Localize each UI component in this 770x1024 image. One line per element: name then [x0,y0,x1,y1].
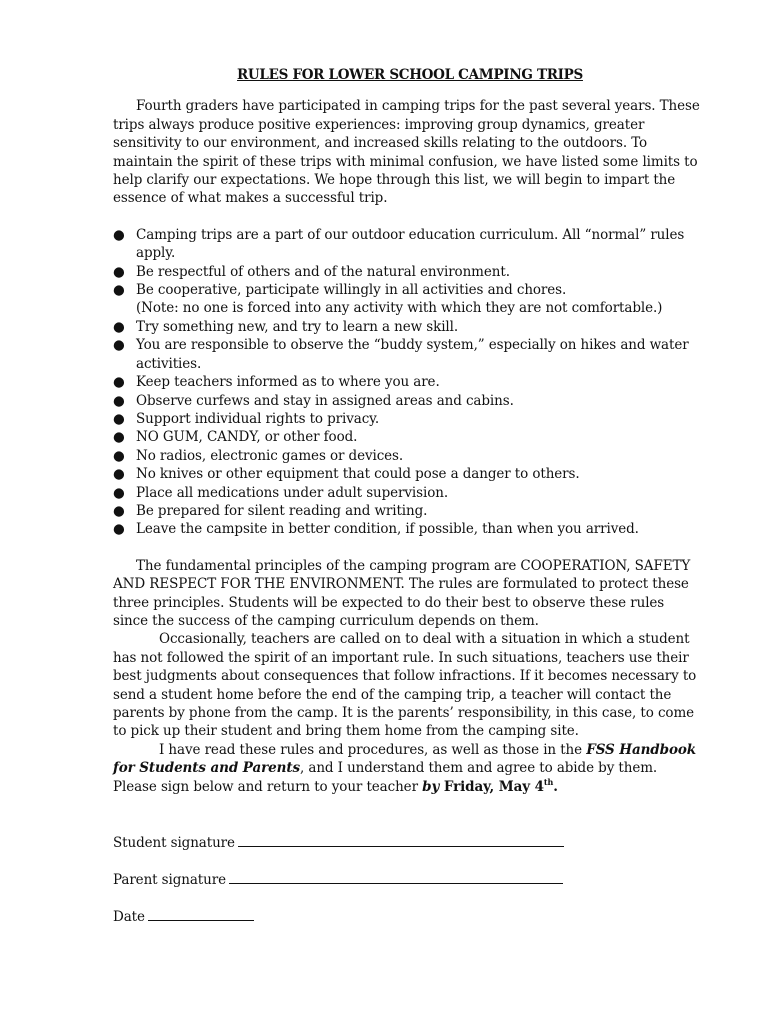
agreement-text-2: , and I understand them and agree to abide by them. [300,760,658,777]
rule-item [113,281,703,318]
handbook-title: FSS Handbook for Students and Parents [113,741,697,777]
rule-text: Be cooperative, participate willingly in all activities and chores. [136,282,567,299]
return-by: by [422,778,440,795]
occasionally-paragraph: Occasionally, teachers are called on to deal with a situation in which a student has not followed the spirit of an important rule. In such situations, teachers use their best judgments about consequences that follow infractions. If it becomes necessary to send a student home before the end of the camping trip, a teacher will contact the parents by phone from the camp. It is the parents’ responsibility, in this case, to come to pick up their student and bring them home from the camping site. [113,631,697,740]
bullet-icon: ● [113,429,125,446]
date-label: Date [113,909,145,926]
student-signature-label: Student signature [113,835,235,852]
rule-text: Be respectful of others and of the natural environment. [136,263,510,280]
date-row [113,907,703,944]
rule-text: Camping trips are a part of our outdoor education curriculum. All “normal” rules apply. [136,226,685,262]
rule-item [113,336,703,373]
rule-text: No radios, electronic games or devices. [136,447,404,464]
agreement-paragraph [113,741,703,778]
return-period: . [553,778,558,795]
rule-text: NO GUM, CANDY, or other food. [136,429,358,446]
date-line[interactable] [148,907,254,921]
rule-text: Leave the campsite in better condition, if possible, than when you arrived. [136,521,639,538]
bullet-icon: ● [113,374,125,391]
bullet-icon: ● [113,466,125,483]
return-text: Please sign below and return to your teacher [113,778,423,795]
rule-item [113,226,703,263]
document-title: RULES FOR LOWER SCHOOL CAMPING TRIPS [237,67,583,83]
rule-item [113,263,703,281]
bullet-icon: ● [113,410,125,427]
rule-item [113,410,703,428]
bullet-icon: ● [113,282,125,299]
rule-text: Support individual rights to privacy. [136,410,380,427]
rule-text: No knives or other equipment that could pose a danger to others. [136,466,580,483]
bullet-icon: ● [113,484,125,501]
rule-note: (Note: no one is forced into any activity with which they are not comfortable.) [136,300,663,317]
rule-text: Try something new, and try to learn a new skill. [136,318,459,335]
principles-paragraph: The fundamental principles of the camping program are COOPERATION, SAFETY AND RESPECT FOR THE ENVIRONMENT. The rules are formulated to protect these three principles. Students will be expected to do their best to observe these rules since the success of the camping curriculum depends on them. [113,557,691,629]
bullet-icon: ● [113,521,125,538]
rule-text: Keep teachers informed as to where you are. [136,374,440,391]
return-instruction [113,778,703,796]
student-signature-row [113,833,703,870]
parent-signature-label: Parent signature [113,872,226,889]
parent-signature-line[interactable] [229,870,563,884]
rule-text: Place all medications under adult supervision. [136,484,449,501]
rule-item [113,484,703,502]
rule-item [113,502,703,520]
rule-item [113,392,703,410]
rules-list [113,226,703,539]
bullet-icon: ● [113,502,125,519]
rule-item [113,465,703,483]
parent-signature-row [113,870,703,907]
student-signature-line[interactable] [238,833,564,847]
bullet-icon: ● [113,318,125,335]
bullet-icon: ● [113,447,125,464]
return-date-suffix: th [543,776,554,787]
rule-text: Be prepared for silent reading and writing. [136,502,428,519]
bullet-icon: ● [113,337,125,354]
rule-item [113,318,703,336]
intro-paragraph: Fourth graders have participated in camping trips for the past several years. These trips always produce positive experiences: improving group dynamics, greater sensitivity to our environment, and increased skills relating to the outdoors. To maintain the spirit of these trips with minimal confusion, we have listed some limits to help clarify our expectations. We hope through this list, we will begin to impart the essence of what makes a successful trip. [113,98,700,207]
rule-text: Observe curfews and stay in assigned areas and cabins. [136,392,514,409]
signature-block [113,833,703,944]
bullet-icon: ● [113,263,125,280]
rule-item [113,447,703,465]
rule-item [113,520,703,538]
document-page [113,66,703,944]
rule-item [113,428,703,446]
return-date: Friday, May 4 [439,778,544,795]
rule-text: You are responsible to observe the “buddy system,” especially on hikes and water activities. [136,337,689,372]
rule-item [113,373,703,391]
bullet-icon: ● [113,226,125,243]
bullet-icon: ● [113,392,125,409]
agreement-text-1: I have read these rules and procedures, as well as those in the [159,741,587,758]
